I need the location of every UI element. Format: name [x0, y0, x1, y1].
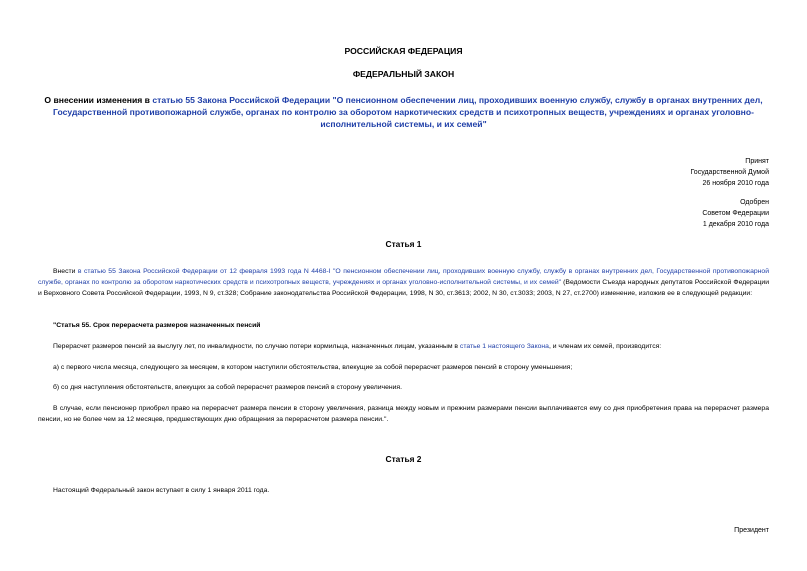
- article-2-title: Статья 2: [385, 454, 422, 464]
- article-2-text: Настоящий Федеральный закон вступает в силу 1 января 2011 года.: [53, 487, 270, 494]
- article-1-intro-link[interactable]: в статью 55 Закона Российской Федерации от 12 февраля 1993 года N 4468-I "О пенсионном обеспечении лиц, проходивших военную службу, службу в органах внутренних дел, Государственной противопожарной службе, органах по контролю за оборотом наркотических средств и психотропных веществ, учреждениях и органах уголовно-исполнительной системы, и их семей": [38, 268, 769, 286]
- adopted-label: Принят: [745, 158, 769, 165]
- article-1-title: Статья 1: [385, 239, 422, 249]
- adopted-date: 26 ноября 2010 года: [702, 180, 769, 187]
- document-title: [38, 94, 769, 130]
- quoted-article-title: "Статья 55. Срок перерасчета размеров назначенных пенсий: [53, 322, 261, 329]
- article-1-paragraph-1: [38, 341, 769, 352]
- article-1-final-paragraph: В случае, если пенсионер приобрел право на перерасчет размера пенсии в сторону увеличения, разница между новым и прежним размерами пенсии выплачивается ему со дня приобретения права на перерасчет размера пенсии, но не более чем за 12 месяцев, предшествующих дню обращения за перерасчетом размера пенсии.".: [38, 405, 769, 423]
- country-heading: РОССИЙСКАЯ ФЕДЕРАЦИЯ: [344, 46, 463, 56]
- article-1-item-a: а) с первого числа месяца, следующего за месяцем, в котором наступили обстоятельства, влекущие за собой перерасчет размеров пенсий в сторону уменьшения;: [53, 364, 573, 371]
- approved-label: Одобрен: [740, 199, 769, 206]
- adopted-block: [569, 156, 769, 189]
- approved-by: Советом Федерации: [702, 210, 769, 217]
- adopted-by: Государственной Думой: [690, 169, 769, 176]
- article-1-intro: [38, 266, 769, 299]
- article-1-item-b: б) со дня наступления обстоятельств, влекущих за собой перерасчет размеров пенсий в сторону увеличения.: [53, 384, 402, 391]
- approved-date: 1 декабря 2010 года: [702, 221, 769, 228]
- article-1-intro-suffix: (Ведомости Съезда народных депутатов Российской Федерации и Верховного Совета Российской Федерации, 1993, N 9, ст.328; Собрание законодательства Российской Федерации, 1998, N 30, ст.3613; 2002, N 30, ст.3033; 2003, N 27, ст.2700) изменение, изложив ее в следующей редакции:: [38, 279, 769, 297]
- approved-block: [569, 197, 769, 230]
- document-title-link[interactable]: статью 55 Закона Российской Федерации "О пенсионном обеспечении лиц, проходивших военную службу, службу в органах внутренних дел, Государственной противопожарной службе, органах по контролю за оборотом наркотических средств и психотропных веществ, учреждениях и органах уголовно-исполнительной системы, и их семей": [53, 95, 763, 129]
- article-1-intro-prefix: Внести: [53, 268, 78, 275]
- paragraph-1-link[interactable]: статье 1 настоящего Закона: [459, 343, 549, 350]
- signature-role: Президент: [734, 527, 769, 534]
- law-type-heading: ФЕДЕРАЛЬНЫЙ ЗАКОН: [352, 69, 455, 79]
- paragraph-1-suffix: , и членам их семей, производится:: [548, 343, 662, 350]
- document-page: [38, 0, 769, 571]
- paragraph-1-prefix: Перерасчет размеров пенсий за выслугу лет, по инвалидности, по случаю потери кормильца, назначенных лицам, указанным в: [53, 343, 460, 350]
- document-title-prefix: О внесении изменения в: [44, 95, 153, 105]
